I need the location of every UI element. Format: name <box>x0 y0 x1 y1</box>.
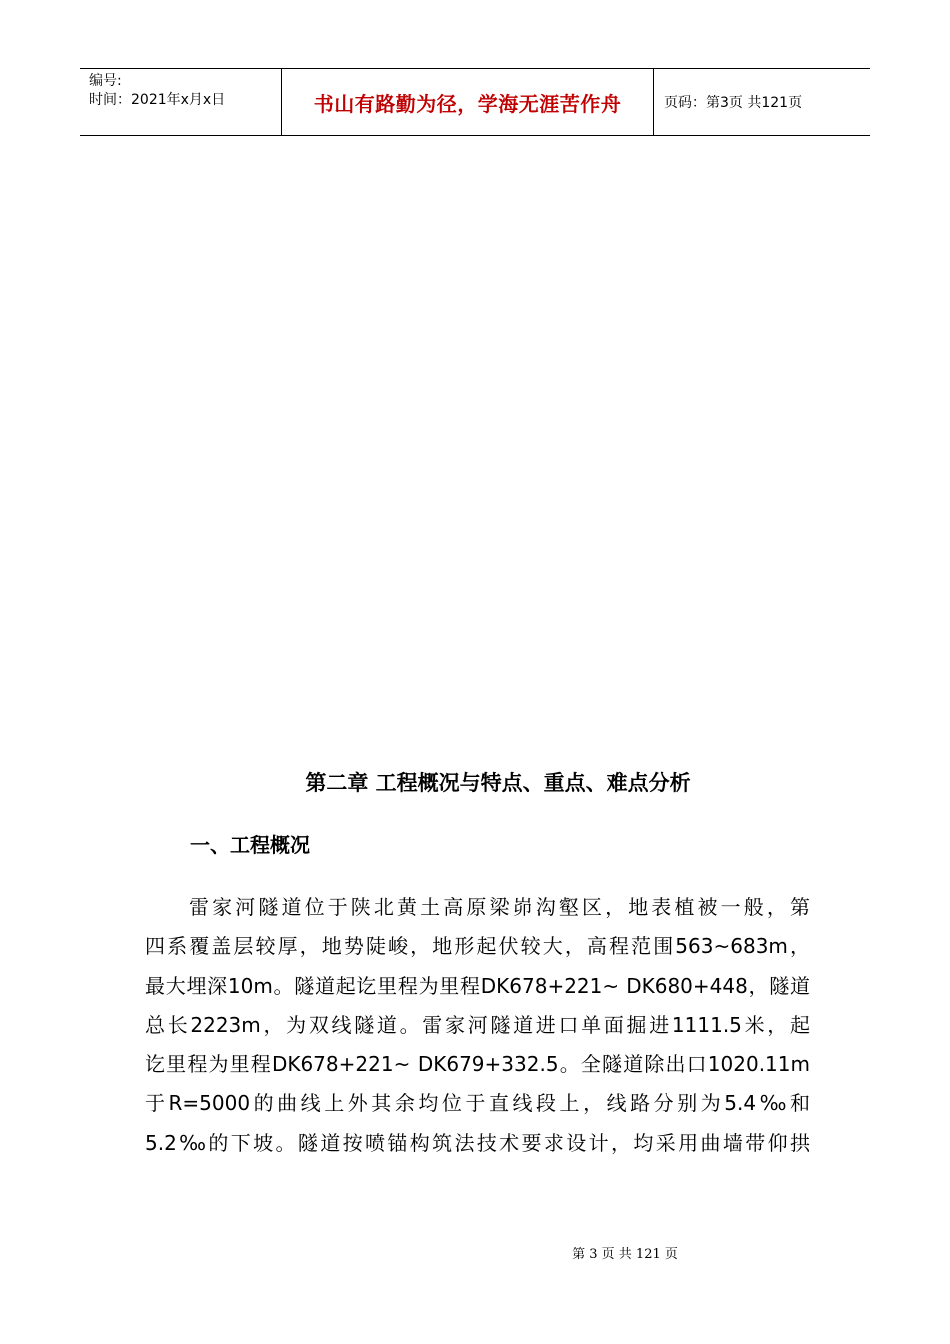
paragraph-line: 于R=5000的曲线上外其余均位于直线段上，线路分别为5.4‰和 <box>145 1091 810 1116</box>
header-meta-cell <box>80 69 282 135</box>
header-page-info: 页码：第3页 共121页 <box>664 95 803 111</box>
paragraph <box>145 888 810 1163</box>
chapter-title: 第二章 工程概况与特点、重点、难点分析 <box>305 771 691 795</box>
page-footer: 第 3 页 共 121 页 <box>572 1247 678 1262</box>
header-time-label: 时间：2021年x月x日 <box>89 92 226 108</box>
paragraph-line: 最大埋深10m。隧道起讫里程为里程DK678+221~ DK680+448，隧道 <box>145 973 810 998</box>
paragraph-line: 5.2‰的下坡。隧道按喷锚构筑法技术要求设计，均采用曲墙带仰拱 <box>145 1130 810 1155</box>
header-number-label: 编号: <box>89 73 122 89</box>
paragraph-line: 总长2223m，为双线隧道。雷家河隧道进口单面掘进1111.5米，起 <box>145 1012 810 1037</box>
paragraph-line: 四系覆盖层较厚，地势陡峻，地形起伏较大，高程范围563~683m， <box>145 934 810 959</box>
header-motto: 书山有路勤为径，学海无涯苦作舟 <box>282 69 654 135</box>
paragraph-line: 雷家河隧道位于陕北黄土高原梁峁沟壑区，地表植被一般，第 <box>189 895 810 919</box>
page-header <box>80 68 870 136</box>
section-title: 一、工程概况 <box>190 833 310 857</box>
paragraph-line: 讫里程为里程DK678+221~ DK679+332.5。全隧道除出口1020.11m <box>145 1052 810 1077</box>
